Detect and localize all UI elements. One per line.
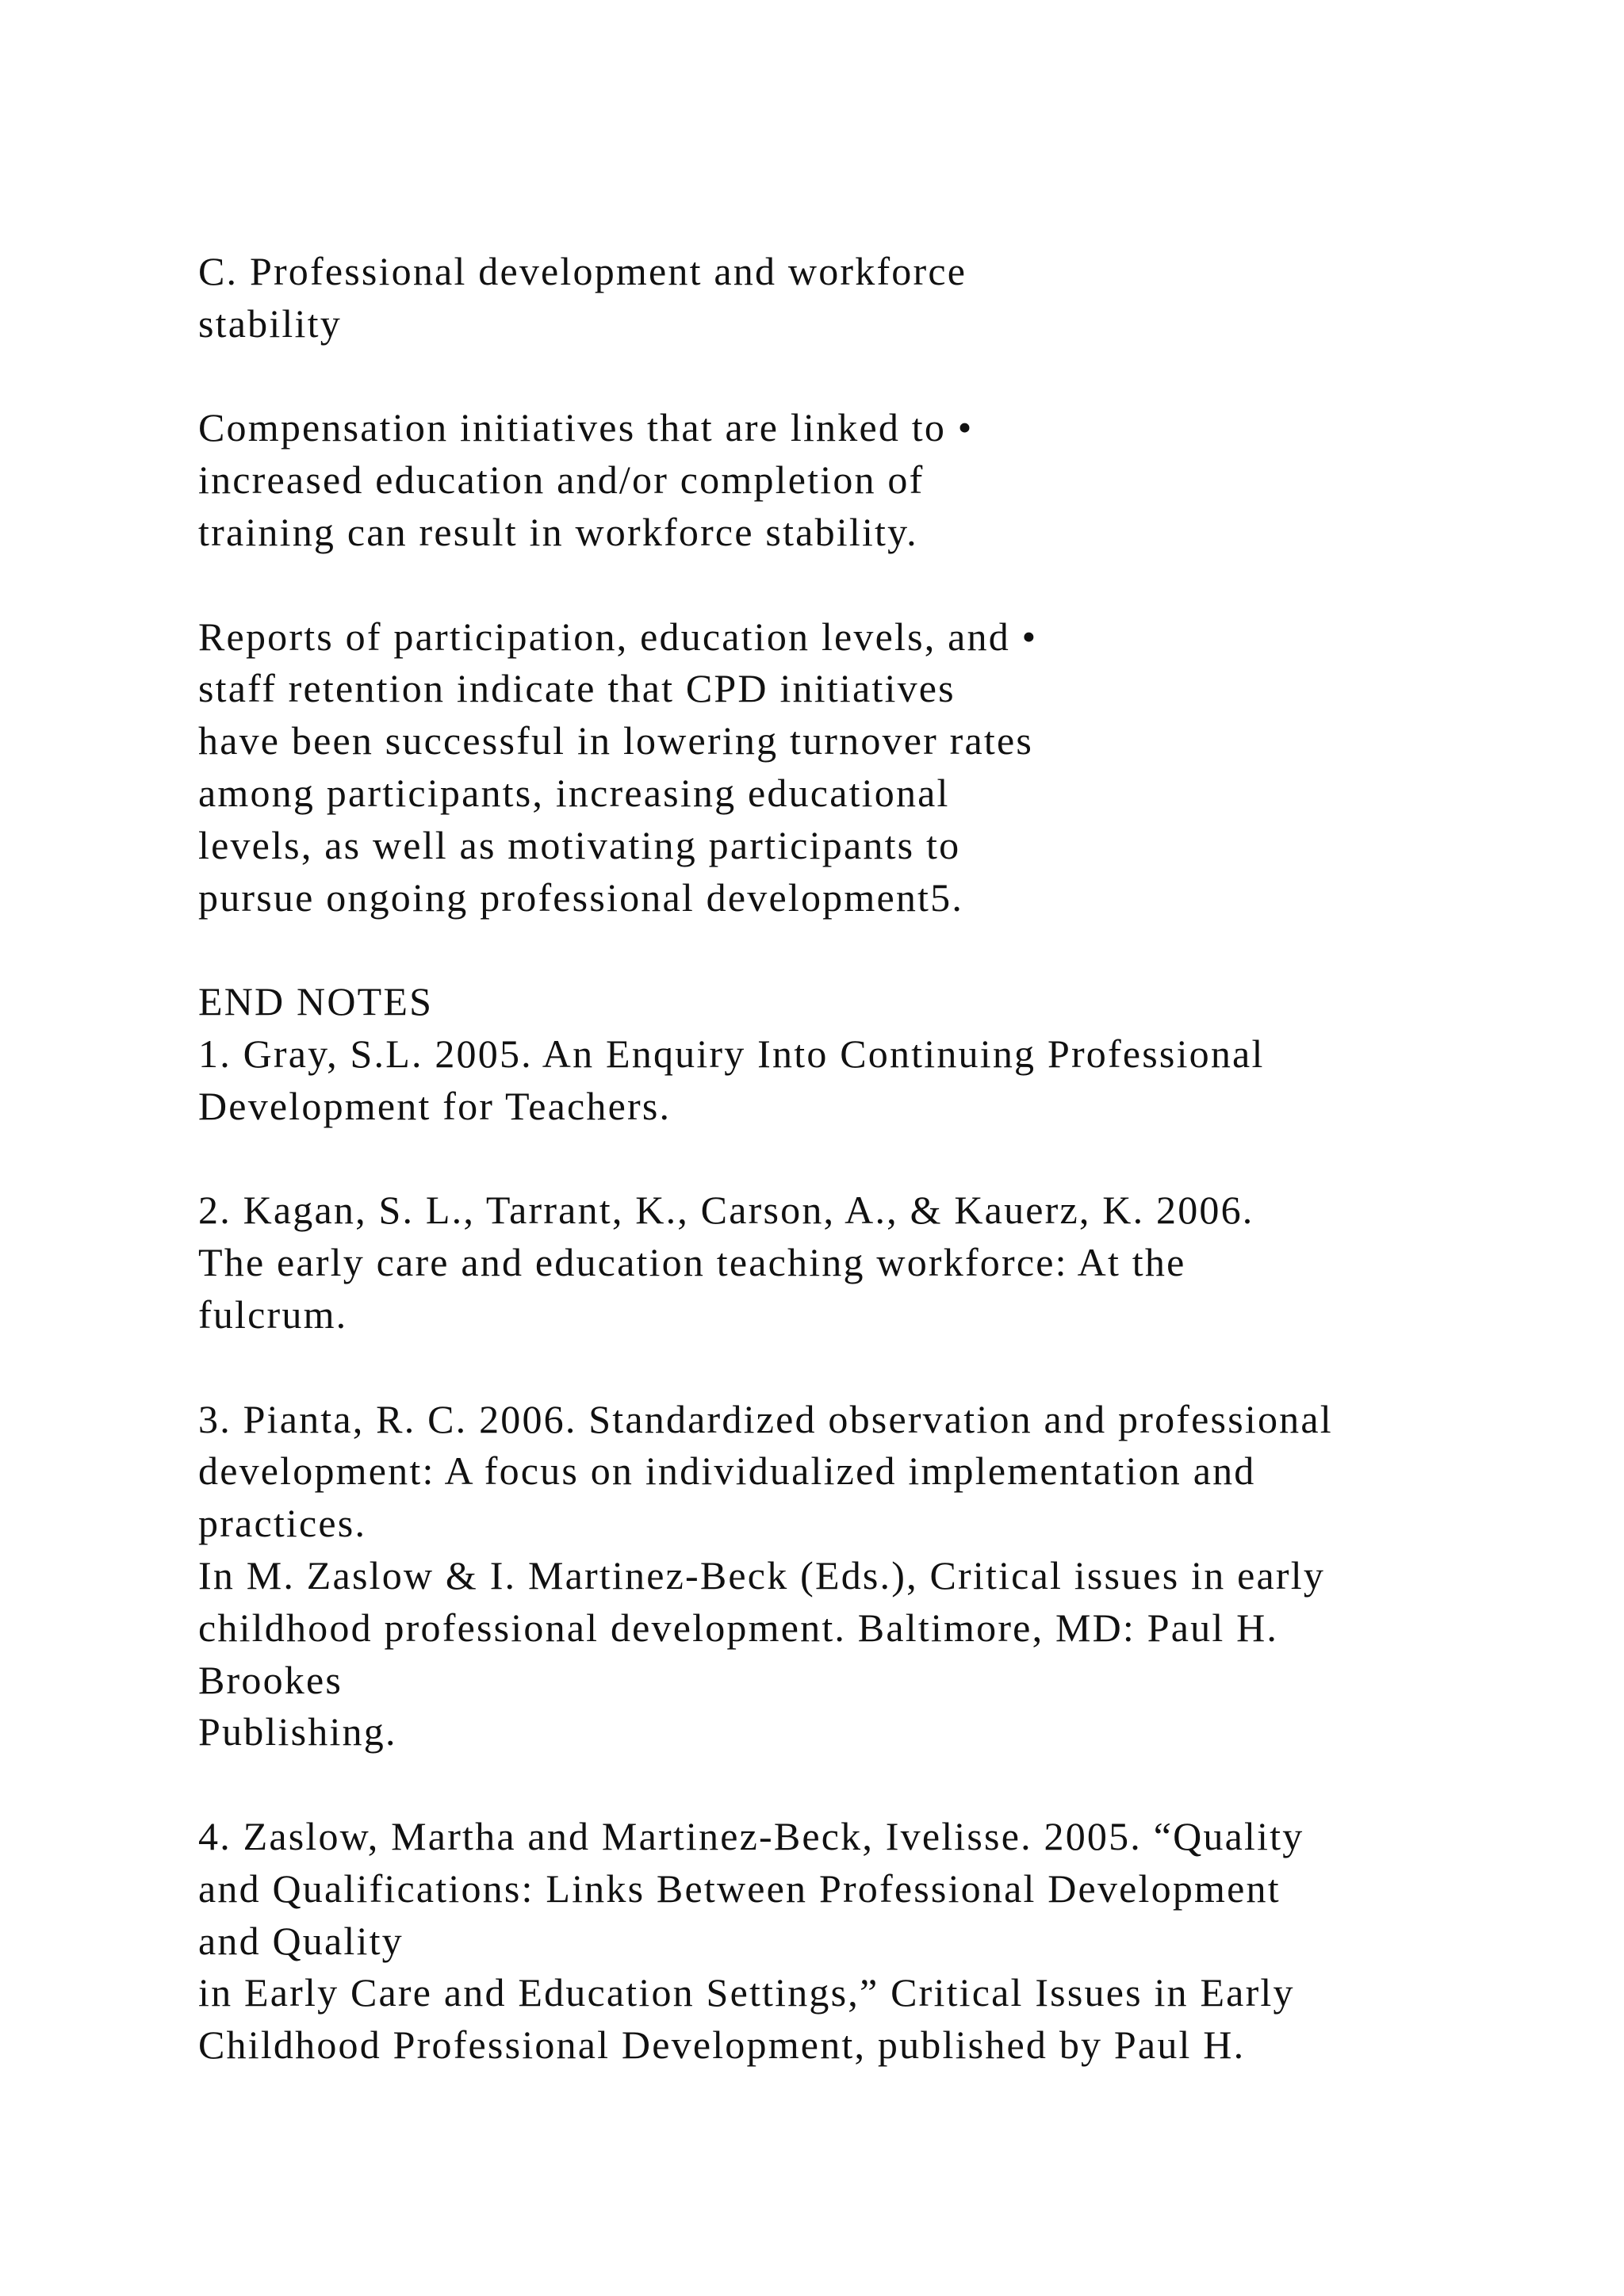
end-note-3 <box>198 1394 1546 1759</box>
blank-line <box>198 1341 1546 1394</box>
note-line: 2. Kagan, S. L., Tarrant, K., Carson, A., & Kauerz, K. 2006. <box>198 1188 1254 1233</box>
paragraph-line: pursue ongoing professional development5. <box>198 874 964 920</box>
note-line: 1. Gray, S.L. 2005. An Enquiry Into Continuing Professional <box>198 1031 1265 1076</box>
note-line: 3. Pianta, R. C. 2006. Standardized observation and professional <box>198 1396 1333 1441</box>
note-line: Brookes <box>198 1657 343 1702</box>
note-line: In M. Zaslow & I. Martinez-Beck (Eds.), Critical issues in early <box>198 1552 1326 1598</box>
paragraph-line: levels, as well as motivating participants to <box>198 822 961 867</box>
note-line: development: A focus on individualized implementation and <box>198 1448 1256 1494</box>
end-notes-heading: END NOTES <box>198 979 434 1024</box>
paragraph-compensation <box>198 402 1546 558</box>
end-note-2 <box>198 1184 1546 1341</box>
note-line: childhood professional development. Baltimore, MD: Paul H. <box>198 1605 1279 1650</box>
end-note-1 <box>198 1028 1546 1133</box>
note-line: fulcrum. <box>198 1292 348 1337</box>
note-line: Publishing. <box>198 1709 397 1755</box>
note-line: and Qualifications: Links Between Professional Development <box>198 1866 1281 1911</box>
section-c-heading <box>198 246 1546 350</box>
note-line: and Quality <box>198 1918 404 1963</box>
note-line: practices. <box>198 1501 367 1546</box>
blank-line <box>198 1758 1546 1811</box>
paragraph-reports <box>198 611 1546 924</box>
note-line: The early care and education teaching workforce: At the <box>198 1240 1186 1285</box>
note-line: Development for Teachers. <box>198 1083 672 1128</box>
paragraph-line: staff retention indicate that CPD initiatives <box>198 666 956 711</box>
note-line: Childhood Professional Development, published by Paul H. <box>198 2022 1246 2068</box>
blank-line <box>198 559 1546 611</box>
blank-line <box>198 350 1546 403</box>
heading-line: C. Professional development and workforce <box>198 249 967 293</box>
paragraph-line: have been successful in lowering turnover rates <box>198 718 1034 763</box>
end-note-4 <box>198 1811 1546 2072</box>
blank-line <box>198 1133 1546 1185</box>
paragraph-line: training can result in workforce stability. <box>198 509 918 554</box>
paragraph-line: Compensation initiatives that are linked to • <box>198 405 974 450</box>
heading-line: stability <box>198 300 342 346</box>
paragraph-line: Reports of participation, education levels, and • <box>198 614 1038 659</box>
paragraph-line: among participants, increasing educational <box>198 770 950 815</box>
document-body <box>198 246 1546 2072</box>
note-line: 4. Zaslow, Martha and Martinez-Beck, Ivelisse. 2005. “Quality <box>198 1813 1304 1858</box>
paragraph-line: increased education and/or completion of <box>198 457 925 503</box>
note-line: in Early Care and Education Settings,” Critical Issues in Early <box>198 1970 1295 2015</box>
end-notes <box>198 976 1546 2072</box>
blank-line <box>198 924 1546 976</box>
